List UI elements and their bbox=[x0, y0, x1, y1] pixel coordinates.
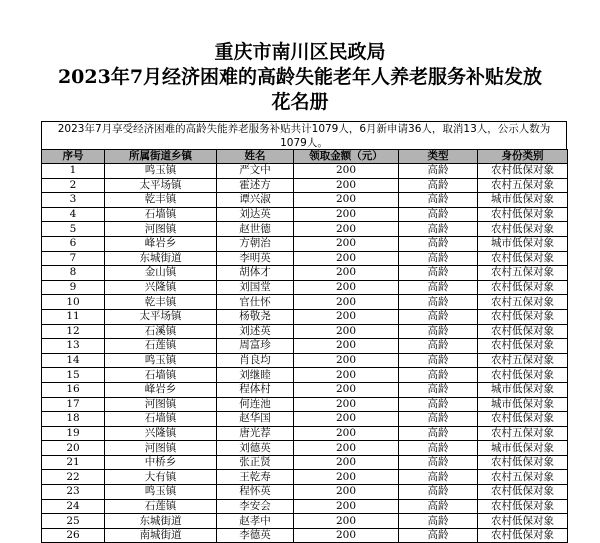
cell-town: 石墙镇 bbox=[105, 412, 217, 427]
cell-type: 高龄 bbox=[399, 455, 478, 470]
cell-town: 兴隆镇 bbox=[105, 426, 217, 441]
cell-category: 农村五保对象 bbox=[478, 266, 568, 281]
cell-name: 刘述英 bbox=[217, 324, 294, 339]
table-row bbox=[42, 426, 568, 441]
cell-type: 高龄 bbox=[399, 441, 478, 456]
cell-index: 21 bbox=[42, 455, 105, 470]
cell-index: 26 bbox=[42, 528, 105, 543]
cell-name: 赵孝中 bbox=[217, 514, 294, 529]
header-row bbox=[42, 150, 568, 164]
cell-index: 5 bbox=[42, 222, 105, 237]
cell-town: 乾丰镇 bbox=[105, 295, 217, 310]
cell-index: 11 bbox=[42, 309, 105, 324]
cell-category: 城市低保对象 bbox=[478, 397, 568, 412]
cell-amount: 200 bbox=[294, 353, 399, 368]
cell-name: 何连池 bbox=[217, 397, 294, 412]
table-row bbox=[42, 339, 568, 354]
cell-category: 农村低保对象 bbox=[478, 280, 568, 295]
cell-name: 胡体才 bbox=[217, 266, 294, 281]
table-row bbox=[42, 368, 568, 383]
cell-amount: 200 bbox=[294, 412, 399, 427]
cell-type: 高龄 bbox=[399, 412, 478, 427]
cell-amount: 200 bbox=[294, 455, 399, 470]
cell-name: 张正贤 bbox=[217, 455, 294, 470]
cell-category: 农村五保对象 bbox=[478, 470, 568, 485]
cell-town: 东城街道 bbox=[105, 514, 217, 529]
table-row bbox=[42, 251, 568, 266]
cell-category: 农村低保对象 bbox=[478, 207, 568, 222]
cell-category: 城市低保对象 bbox=[478, 193, 568, 208]
cell-type: 高龄 bbox=[399, 251, 478, 266]
cell-type: 高龄 bbox=[399, 193, 478, 208]
cell-town: 鸣玉镇 bbox=[105, 164, 217, 179]
cell-type: 高龄 bbox=[399, 353, 478, 368]
table-row bbox=[42, 499, 568, 514]
cell-type: 高龄 bbox=[399, 164, 478, 179]
cell-name: 赵华国 bbox=[217, 412, 294, 427]
cell-town: 乾丰镇 bbox=[105, 193, 217, 208]
header-category: 身份类别 bbox=[478, 150, 568, 164]
cell-type: 高龄 bbox=[399, 485, 478, 500]
cell-amount: 200 bbox=[294, 485, 399, 500]
cell-amount: 200 bbox=[294, 426, 399, 441]
cell-index: 7 bbox=[42, 251, 105, 266]
cell-index: 18 bbox=[42, 412, 105, 427]
table-row bbox=[42, 266, 568, 281]
cell-index: 6 bbox=[42, 236, 105, 251]
cell-town: 太平场镇 bbox=[105, 178, 217, 193]
cell-category: 农村低保对象 bbox=[478, 339, 568, 354]
cell-category: 农村低保对象 bbox=[478, 222, 568, 237]
cell-amount: 200 bbox=[294, 193, 399, 208]
cell-type: 高龄 bbox=[399, 499, 478, 514]
cell-name: 肖良均 bbox=[217, 353, 294, 368]
cell-town: 兴隆镇 bbox=[105, 280, 217, 295]
cell-town: 河图镇 bbox=[105, 222, 217, 237]
title-line-3: 花名册 bbox=[271, 91, 329, 113]
summary-note: 2023年7月享受经济困难的高龄失能养老服务补贴共计1079人，6月新申请36人，取消13人，公示人数为1079人。 bbox=[41, 121, 567, 149]
cell-town: 金山镇 bbox=[105, 266, 217, 281]
cell-category: 农村五保对象 bbox=[478, 178, 568, 193]
cell-town: 河图镇 bbox=[105, 397, 217, 412]
cell-category: 农村五保对象 bbox=[478, 426, 568, 441]
cell-amount: 200 bbox=[294, 528, 399, 543]
cell-amount: 200 bbox=[294, 397, 399, 412]
cell-type: 高龄 bbox=[399, 309, 478, 324]
table-row bbox=[42, 236, 568, 251]
cell-amount: 200 bbox=[294, 382, 399, 397]
cell-category: 城市低保对象 bbox=[478, 236, 568, 251]
cell-index: 13 bbox=[42, 339, 105, 354]
cell-type: 高龄 bbox=[399, 514, 478, 529]
cell-name: 李安会 bbox=[217, 499, 294, 514]
table-row bbox=[42, 324, 568, 339]
table-row bbox=[42, 164, 568, 179]
table-row bbox=[42, 412, 568, 427]
cell-type: 高龄 bbox=[399, 470, 478, 485]
cell-category: 农村低保对象 bbox=[478, 455, 568, 470]
cell-type: 高龄 bbox=[399, 382, 478, 397]
cell-type: 高龄 bbox=[399, 324, 478, 339]
cell-town: 峰岩乡 bbox=[105, 236, 217, 251]
cell-amount: 200 bbox=[294, 236, 399, 251]
cell-name: 刘继睦 bbox=[217, 368, 294, 383]
cell-town: 中桥乡 bbox=[105, 455, 217, 470]
cell-index: 16 bbox=[42, 382, 105, 397]
cell-amount: 200 bbox=[294, 368, 399, 383]
roster-table bbox=[41, 149, 568, 543]
header-type: 类型 bbox=[399, 150, 478, 164]
table-row bbox=[42, 222, 568, 237]
cell-name: 程怀英 bbox=[217, 485, 294, 500]
cell-amount: 200 bbox=[294, 280, 399, 295]
cell-index: 4 bbox=[42, 207, 105, 222]
cell-amount: 200 bbox=[294, 207, 399, 222]
title-line-2: 2023年7月经济困难的高龄失能老年人养老服务补贴发放 bbox=[57, 66, 543, 88]
document-title bbox=[0, 40, 600, 115]
cell-type: 高龄 bbox=[399, 222, 478, 237]
cell-amount: 200 bbox=[294, 251, 399, 266]
header-town: 所属街道乡镇 bbox=[105, 150, 217, 164]
cell-category: 农村低保对象 bbox=[478, 324, 568, 339]
cell-category: 农村低保对象 bbox=[478, 309, 568, 324]
cell-index: 14 bbox=[42, 353, 105, 368]
cell-town: 石莲镇 bbox=[105, 499, 217, 514]
table-row bbox=[42, 485, 568, 500]
table-row bbox=[42, 514, 568, 529]
cell-type: 高龄 bbox=[399, 236, 478, 251]
cell-index: 22 bbox=[42, 470, 105, 485]
cell-town: 鸣玉镇 bbox=[105, 485, 217, 500]
cell-amount: 200 bbox=[294, 499, 399, 514]
cell-name: 李德英 bbox=[217, 528, 294, 543]
cell-town: 河图镇 bbox=[105, 441, 217, 456]
cell-category: 农村五保对象 bbox=[478, 353, 568, 368]
cell-type: 高龄 bbox=[399, 426, 478, 441]
cell-type: 高龄 bbox=[399, 178, 478, 193]
cell-index: 25 bbox=[42, 514, 105, 529]
cell-amount: 200 bbox=[294, 164, 399, 179]
cell-category: 城市低保对象 bbox=[478, 382, 568, 397]
cell-name: 程体村 bbox=[217, 382, 294, 397]
cell-index: 15 bbox=[42, 368, 105, 383]
cell-index: 3 bbox=[42, 193, 105, 208]
cell-category: 农村五保对象 bbox=[478, 295, 568, 310]
cell-amount: 200 bbox=[294, 309, 399, 324]
cell-type: 高龄 bbox=[399, 368, 478, 383]
cell-name: 官仕怀 bbox=[217, 295, 294, 310]
cell-town: 大有镇 bbox=[105, 470, 217, 485]
cell-name: 李明英 bbox=[217, 251, 294, 266]
cell-amount: 200 bbox=[294, 266, 399, 281]
cell-town: 石墙镇 bbox=[105, 207, 217, 222]
cell-index: 24 bbox=[42, 499, 105, 514]
cell-town: 鸣玉镇 bbox=[105, 353, 217, 368]
cell-index: 8 bbox=[42, 266, 105, 281]
cell-category: 城市低保对象 bbox=[478, 441, 568, 456]
table-row bbox=[42, 295, 568, 310]
cell-category: 农村低保对象 bbox=[478, 514, 568, 529]
cell-type: 高龄 bbox=[399, 339, 478, 354]
cell-name: 霍述方 bbox=[217, 178, 294, 193]
cell-index: 17 bbox=[42, 397, 105, 412]
cell-name: 刘德英 bbox=[217, 441, 294, 456]
cell-index: 20 bbox=[42, 441, 105, 456]
cell-index: 10 bbox=[42, 295, 105, 310]
cell-town: 太平场镇 bbox=[105, 309, 217, 324]
cell-name: 方朝治 bbox=[217, 236, 294, 251]
table-row bbox=[42, 455, 568, 470]
cell-category: 农村低保对象 bbox=[478, 485, 568, 500]
cell-town: 石溪镇 bbox=[105, 324, 217, 339]
cell-index: 9 bbox=[42, 280, 105, 295]
table-body bbox=[42, 164, 568, 543]
cell-category: 农村低保对象 bbox=[478, 412, 568, 427]
cell-type: 高龄 bbox=[399, 295, 478, 310]
cell-name: 唐光荐 bbox=[217, 426, 294, 441]
cell-index: 23 bbox=[42, 485, 105, 500]
cell-amount: 200 bbox=[294, 178, 399, 193]
table-row bbox=[42, 470, 568, 485]
cell-amount: 200 bbox=[294, 339, 399, 354]
cell-name: 赵世德 bbox=[217, 222, 294, 237]
table-row bbox=[42, 178, 568, 193]
cell-type: 高龄 bbox=[399, 280, 478, 295]
cell-amount: 200 bbox=[294, 295, 399, 310]
header-name: 姓名 bbox=[217, 150, 294, 164]
cell-amount: 200 bbox=[294, 514, 399, 529]
cell-index: 2 bbox=[42, 178, 105, 193]
table-row bbox=[42, 441, 568, 456]
cell-town: 石莲镇 bbox=[105, 339, 217, 354]
roster-sheet bbox=[41, 121, 567, 543]
cell-amount: 200 bbox=[294, 441, 399, 456]
cell-type: 高龄 bbox=[399, 528, 478, 543]
cell-index: 1 bbox=[42, 164, 105, 179]
cell-town: 南城街道 bbox=[105, 528, 217, 543]
cell-name: 刘国堂 bbox=[217, 280, 294, 295]
table-row bbox=[42, 207, 568, 222]
cell-name: 严文中 bbox=[217, 164, 294, 179]
cell-name: 谭兴淑 bbox=[217, 193, 294, 208]
cell-index: 19 bbox=[42, 426, 105, 441]
table-row bbox=[42, 309, 568, 324]
cell-category: 农村低保对象 bbox=[478, 368, 568, 383]
header-index: 序号 bbox=[42, 150, 105, 164]
cell-town: 石墙镇 bbox=[105, 368, 217, 383]
table-row bbox=[42, 193, 568, 208]
cell-type: 高龄 bbox=[399, 266, 478, 281]
cell-name: 周富珍 bbox=[217, 339, 294, 354]
table-row bbox=[42, 353, 568, 368]
cell-name: 王乾寿 bbox=[217, 470, 294, 485]
cell-amount: 200 bbox=[294, 470, 399, 485]
cell-type: 高龄 bbox=[399, 397, 478, 412]
table-row bbox=[42, 382, 568, 397]
cell-town: 东城街道 bbox=[105, 251, 217, 266]
cell-category: 农村低保对象 bbox=[478, 164, 568, 179]
cell-category: 农村低保对象 bbox=[478, 251, 568, 266]
cell-name: 刘达英 bbox=[217, 207, 294, 222]
cell-category: 农村低保对象 bbox=[478, 528, 568, 543]
cell-town: 峰岩乡 bbox=[105, 382, 217, 397]
header-amount: 领取金额（元） bbox=[294, 150, 399, 164]
table-row bbox=[42, 397, 568, 412]
cell-type: 高龄 bbox=[399, 207, 478, 222]
title-line-1: 重庆市南川区民政局 bbox=[214, 41, 386, 63]
cell-index: 12 bbox=[42, 324, 105, 339]
cell-amount: 200 bbox=[294, 324, 399, 339]
table-row bbox=[42, 280, 568, 295]
cell-name: 杨敬尧 bbox=[217, 309, 294, 324]
cell-amount: 200 bbox=[294, 222, 399, 237]
cell-category: 农村低保对象 bbox=[478, 499, 568, 514]
